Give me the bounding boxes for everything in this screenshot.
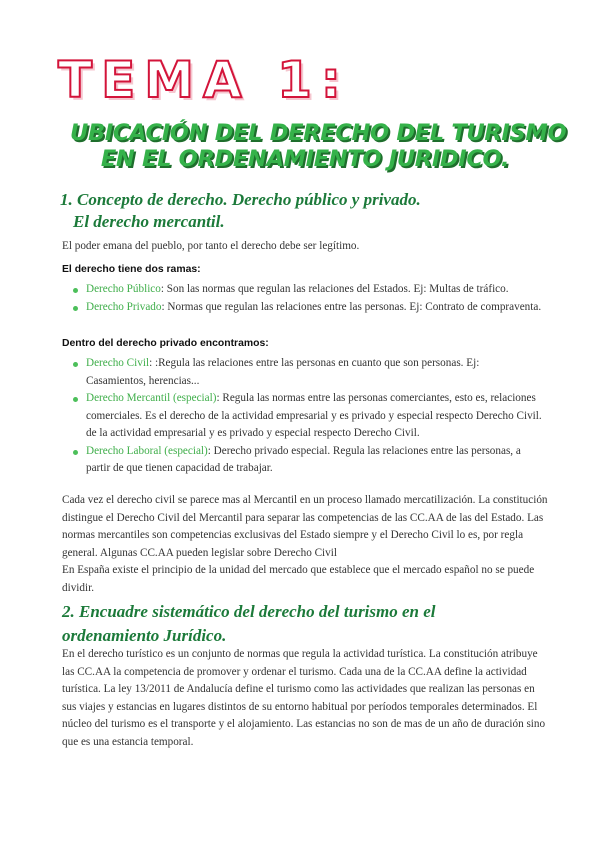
subtitle-line-1: UBICACIÓN DEL DERECHO DEL TURISMO bbox=[70, 120, 567, 146]
list-item-term: Derecho Público bbox=[86, 283, 161, 295]
list-item-text: : Regula las normas entre las personas comerciantes, esto es, relaciones comerciales. Es el derecho de la actividad empresarial y es privado y especial respecto Derecho Civil. de la actividad empresarial y es privado y especial respecto Derecho Civil. bbox=[86, 392, 542, 439]
section-2-heading-line-2: ordenamiento Jurídico. bbox=[62, 626, 227, 645]
document-subtitle bbox=[70, 120, 567, 172]
section-1-heading-line-2: El derecho mercantil. bbox=[73, 212, 225, 231]
subtitle-line-2: EN EL ORDENAMIENTO JURIDICO. bbox=[100, 146, 510, 172]
section-2-heading-line-1: 2. Encuadre sistemático del derecho del turismo en el bbox=[62, 602, 436, 621]
list-item-text: : Normas que regulan las relaciones entre las personas. Ej: Contrato de compraventa. bbox=[161, 300, 542, 313]
section-2-heading bbox=[62, 600, 562, 648]
section-1-heading bbox=[60, 189, 560, 233]
section-2-paragraph: En el derecho turístico es un conjunto de normas que regula la actividad turística. La constitución atribuye las CC.AA la competencia de promover y ordenar el turismo. Cada una de la CC.AA define la actividad turística. La ley 13/2011 de Andalucía define el turismo como las actividades que realizan las personas en sus viajes y estancias en lugares distintos de su entorno habitual por períodos temporales determinados. El núcleo del turismo es el transporte y el alojamiento. Las estancias no son de mas de un año de duración sino que es una estancia temporal. bbox=[62, 648, 546, 748]
list-item bbox=[62, 355, 542, 390]
list-item bbox=[62, 281, 542, 299]
list-item-text: : Son las normas que regulan las relaciones del Estados. Ej: Multas de tráfico. bbox=[160, 283, 509, 295]
ramas-list bbox=[62, 281, 542, 316]
section-1-heading-line-1: 1. Concepto de derecho. Derecho público y privado. bbox=[60, 190, 421, 209]
list-item-term: Derecho Privado bbox=[86, 300, 162, 313]
list-item bbox=[62, 443, 542, 478]
list-item-term: Derecho Laboral (especial) bbox=[86, 444, 208, 457]
list-item-term: Derecho Mercantil (especial) bbox=[86, 392, 217, 404]
privado-label: Dentro del derecho privado encontramos: bbox=[62, 338, 269, 349]
privado-list bbox=[62, 355, 542, 478]
intro-paragraph: El poder emana del pueblo, por tanto el derecho debe ser legítimo. bbox=[62, 240, 360, 252]
list-item bbox=[62, 299, 542, 317]
tema-title: TEMA 1: bbox=[58, 51, 350, 109]
list-item bbox=[62, 390, 542, 443]
list-item-text: : :Regula las relaciones entre las personas en cuanto que son personas. Ej: Casamientos, herencias... bbox=[86, 357, 480, 387]
list-item-term: Derecho Civil bbox=[86, 357, 150, 369]
list-item-text: : Derecho privado especial. Regula las relaciones entre las personas, a partir de que tienen capacidad de trabajar. bbox=[86, 444, 521, 474]
espana-paragraph: En España existe el principio de la unidad del mercado que establece que el mercado español no se puede dividir. bbox=[62, 564, 535, 594]
mercantil-paragraph: Cada vez el derecho civil se parece mas al Mercantil en un proceso llamado mercatilización. La constitución distingue el Derecho Civil del Mercantil para separar las competencias de las CC.AA de las del Estado. Las normas mercantiles son competencias exclusivas del Estado siempre y el Derecho Civil lo es, por regla general. Algunas CC.AA pueden legislar sobre Derecho Civil bbox=[62, 494, 548, 559]
ramas-label: El derecho tiene dos ramas: bbox=[62, 264, 201, 275]
